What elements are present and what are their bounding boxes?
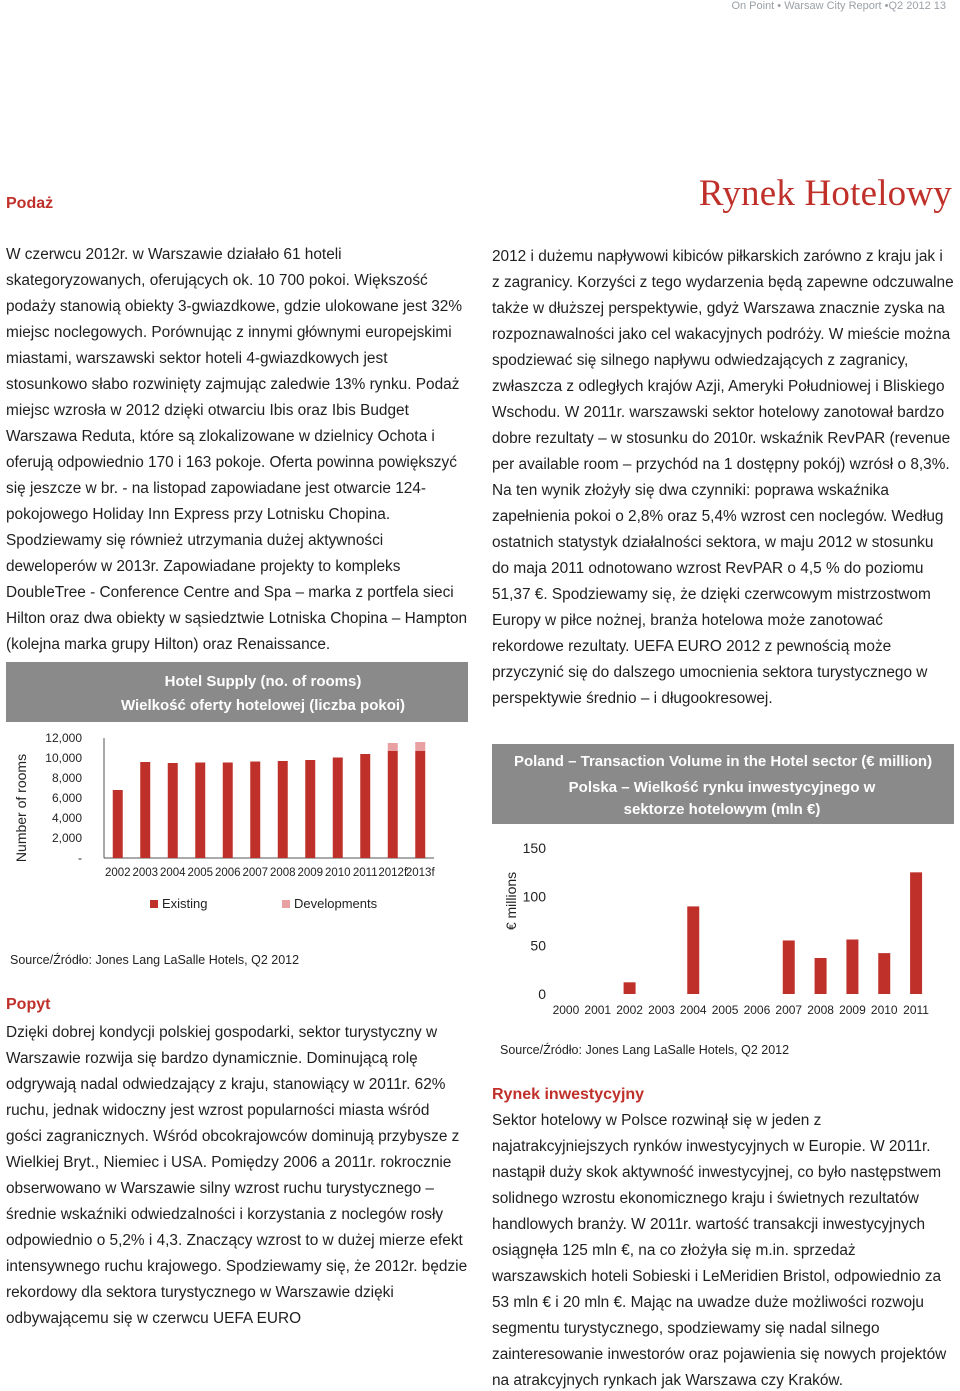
chart1-bar-existing bbox=[140, 762, 150, 858]
chart2-x-tick: 2002 bbox=[616, 1003, 643, 1017]
chart2-y-tick: 50 bbox=[530, 937, 546, 954]
chart1-bar-existing bbox=[278, 761, 288, 858]
chart1-bar-existing bbox=[360, 754, 370, 858]
chart1-x-tick: 2013f bbox=[405, 867, 435, 879]
chart1-legend-swatch bbox=[282, 900, 290, 908]
chart2-x-tick: 2007 bbox=[775, 1003, 803, 1017]
chart2-x-tick: 2006 bbox=[743, 1003, 771, 1017]
chart1-x-tick: 2004 bbox=[159, 867, 186, 879]
right-paragraph: 2012 i dużemu napływowi kibiców piłkarskich zarówno z kraju jak i z zagranicy. Korzyści z tego wydarzenia będą zapewne odczuwalne także w dłuższej perspektywie, gdyż Warszawa znacznie zyska na rozpoznawalności jako cel wakacyjnych podróży. W mieście można spodziewać się silnego napływu odwiedzających z zagranicy, zwłaszcza z odległych krajów Azji, Ameryki Południowej i Bliskiego Wschodu. W 2011r. warszawski sektor hotelowy zanotował bardzo dobre rezultaty – w stosunku do 2010r. wskaźnik RevPAR (revenue per available room – przychód na 1 dostępny pokój) wzrósł o 8,3%. Na ten wynik złożyły się dwa czynniki: poprawa wskaźnika zapełnienia pokoi o 2,8% oraz 5,4% wzrost cen noclegów. Według ostatnich statystyk działalności sektora, w maju 2012 w stosunku do maja 2011 odnotowano wzrost RevPAR o 4,5 % do poziomu 51,37 €. Spodziewamy się, że dzięki czerwcowym mistrzostwom Europy w piłce nożnej, branża hotelowa może zanotować rekordowe rezultaty. UEFA EURO 2012 z pewnością może przyczynić się do dalszego umocnienia sektora turystycznego w perspektywie średnio – i długookresowej. bbox=[492, 248, 954, 707]
chart2-x-tick: 2009 bbox=[839, 1003, 866, 1017]
chart2-subtitle: Polska – Wielkość rynku inwestycyjnego w sektorze hotelowym (mln €) bbox=[568, 779, 876, 818]
chart2-x-tick: 2000 bbox=[552, 1003, 580, 1017]
investment-paragraph: Sektor hotelowy w Polsce rozwinął się w jeden z najatrakcyjniejszych rynków inwestycyjnych w Europie. W 2011r. nastąpił duży skok aktywność inwestycyjnej, co było następstwem solidnego wzrostu ekonomicznego kraju i świetnych rezultatów handlowych branży. W 2011r. wartość transakcji inwestycyjnych osiągnęła 125 mln €, na co złożyła się m.in. sprzedaż warszawskich hoteli Sobieski i LeMeridien Bristol, odpowiednio za 53 mln € i 20 mln €. Mając na uwadze duże możliwości rozwoju segmentu turystycznego, spodziewamy się nadal silnego zainteresowanie inwestorów oraz pojawienia się nowych projektów na atrakcyjnych rynkach jak Warszawa czy Kraków. bbox=[492, 1112, 947, 1389]
chart1-plot bbox=[6, 724, 468, 942]
chart2-plot bbox=[492, 824, 954, 1024]
chart1-source: Source/Źródło: Jones Lang LaSalle Hotels, Q2 2012 bbox=[10, 953, 300, 967]
chart2-source: Source/Źródło: Jones Lang LaSalle Hotels, Q2 2012 bbox=[500, 1043, 790, 1057]
chart1-y-tick: 2,000 bbox=[51, 831, 82, 845]
chart2-x-tick: 2001 bbox=[584, 1003, 612, 1017]
chart1-x-tick: 2008 bbox=[269, 867, 296, 879]
chart2-y-tick: 0 bbox=[538, 986, 546, 1002]
chart2-title-bar bbox=[492, 744, 954, 824]
page-title: Rynek Hotelowy bbox=[698, 173, 952, 214]
report-header: On Point • Warsaw City Report •Q2 2012 13 bbox=[731, 0, 946, 12]
chart1-title-bar bbox=[6, 662, 468, 722]
chart1-bar-existing bbox=[415, 751, 425, 858]
chart2-x-tick: 2011 bbox=[903, 1003, 929, 1017]
chart2-bar bbox=[910, 872, 922, 994]
investment-heading: Rynek inwestycyjny bbox=[492, 1086, 645, 1103]
chart1-bar-existing bbox=[195, 763, 205, 859]
chart2-bar bbox=[687, 906, 699, 994]
chart1-y-tick: 4,000 bbox=[51, 811, 82, 825]
chart2-y-tick: 150 bbox=[522, 840, 546, 856]
chart2-x-tick: 2005 bbox=[711, 1003, 739, 1017]
chart2-bar bbox=[878, 953, 890, 994]
chart1-y-tick: - bbox=[78, 851, 82, 865]
demand-heading: Popyt bbox=[6, 996, 51, 1013]
chart2-y-axis-label: € millions bbox=[503, 871, 519, 931]
chart2-y-tick: 100 bbox=[522, 888, 546, 905]
demand-paragraph: Dzięki dobrej kondycji polskiej gospodarki, sektor turystyczny w Warszawie rozwija się bardzo dynamicznie. Dominującą rolę odgrywają nadal odwiedzający z kraju, stanowiący w 2011r. 62% ruchu, jednak widoczny jest wzrost popularności miasta wśród gości zagranicznych. Wśród obcokrajowców dominują przybysze z Wielkiej Bryt., Niemiec i USA. Pomiędzy 2006 a 2011r. rokrocznie obserwowano w Warszawie silny wzrost ruchu turystycznego – średnie wskaźniki odwiedzalności i korzystania z noclegów rosły odpowiednio o 5,2% i 4,3. Znaczący wzrost to w dużej mierze efekt intensywnego ruchu krajowego. Spodziewamy się, że 2012r. będzie rekordowy dla sektora turystycznego w Warszawie dzięki odbywającemu się w czerwcu UEFA EURO bbox=[6, 1024, 468, 1327]
supply-heading: Podaż bbox=[6, 195, 54, 212]
chart1-y-tick: 10,000 bbox=[45, 751, 82, 765]
chart1-x-tick: 2011 bbox=[352, 867, 378, 879]
chart1-bar-existing bbox=[305, 760, 315, 858]
chart2-bar bbox=[783, 940, 795, 994]
chart2-x-tick: 2008 bbox=[807, 1003, 834, 1017]
chart2-bar bbox=[815, 958, 827, 994]
chart1-x-tick: 2010 bbox=[324, 867, 351, 879]
chart1-x-tick: 2005 bbox=[187, 867, 214, 879]
chart1-bar-existing bbox=[388, 751, 398, 858]
chart1-bar-developments bbox=[388, 743, 398, 751]
chart1-x-tick: 2012f bbox=[378, 867, 408, 879]
chart1-x-tick: 2009 bbox=[297, 867, 324, 879]
chart1-title: Hotel Supply (no. of rooms) bbox=[164, 673, 362, 690]
chart1-x-tick: 2006 bbox=[214, 867, 241, 879]
chart2-x-tick: 2010 bbox=[870, 1003, 898, 1017]
chart1-bar-existing bbox=[223, 763, 233, 859]
chart1-x-tick: 2007 bbox=[242, 867, 269, 879]
chart2-x-tick: 2004 bbox=[679, 1003, 707, 1017]
chart1-y-axis-label: Number of rooms bbox=[13, 753, 29, 863]
chart2-title: Poland – Transaction Volume in the Hotel sector (€ million) bbox=[513, 753, 933, 770]
chart2-bar bbox=[624, 982, 636, 994]
chart1-bar-developments bbox=[415, 742, 425, 751]
chart1-y-tick: 8,000 bbox=[51, 771, 82, 785]
chart1-y-tick: 6,000 bbox=[51, 791, 82, 805]
chart2-bar bbox=[846, 939, 858, 994]
chart1-bar-existing bbox=[333, 758, 343, 859]
chart1-legend-label: Developments bbox=[294, 896, 378, 911]
chart1-bar-existing bbox=[250, 762, 260, 859]
chart1-legend-label: Existing bbox=[162, 896, 208, 911]
chart1-bar-existing bbox=[168, 763, 178, 858]
chart1-x-tick: 2003 bbox=[132, 867, 159, 879]
chart2-x-tick: 2003 bbox=[648, 1003, 675, 1017]
hotel-supply-chart bbox=[6, 662, 468, 942]
chart1-bar-existing bbox=[113, 790, 123, 858]
chart1-y-tick: 12,000 bbox=[45, 731, 82, 745]
chart1-subtitle: Wielkość oferty hotelowej (liczba pokoi) bbox=[120, 697, 406, 714]
supply-paragraph: W czerwcu 2012r. w Warszawie działało 61 hoteli skategoryzowanych, oferujących ok. 10 700 pokoi. Większość podaży stanowią obiekty 3-gwiazdkowe, gdzie ulokowane jest 32% miejsc noclegowych. Porównując z innymi głównymi europejskimi miastami, warszawski sektor hoteli 4-gwiazdkowych jest stosunkowo słabo rozwinięty zajmując zaledwie 13% rynku. Podaż miejsc wzrosła w 2012 dzięki otwarciu Ibis oraz Ibis Budget Warszawa Reduta, które są zlokalizowane w dzielnicy Ochota i oferują odpowiednio 170 i 163 pokoje. Oferta powinna powiększyć się jeszcze w br. - na listopad zapowiadane jest otwarcie 124-pokojowego Holiday Inn Express przy Lotnisku Chopina. Spodziewamy się również utrzymania dużej aktywności deweloperów w 2013r. Zapowiadane projekty to kompleks DoubleTree - Conference Centre and Spa – marka z portfela sieci Hilton oraz dwa obiekty w sąsiedztwie Lotniska Chopina – Hampton (kolejna marka grupy Hilton) oraz Renaissance. bbox=[6, 246, 468, 653]
chart1-legend-swatch bbox=[150, 900, 158, 908]
transaction-volume-chart bbox=[492, 744, 954, 1024]
chart1-x-tick: 2002 bbox=[104, 867, 131, 879]
